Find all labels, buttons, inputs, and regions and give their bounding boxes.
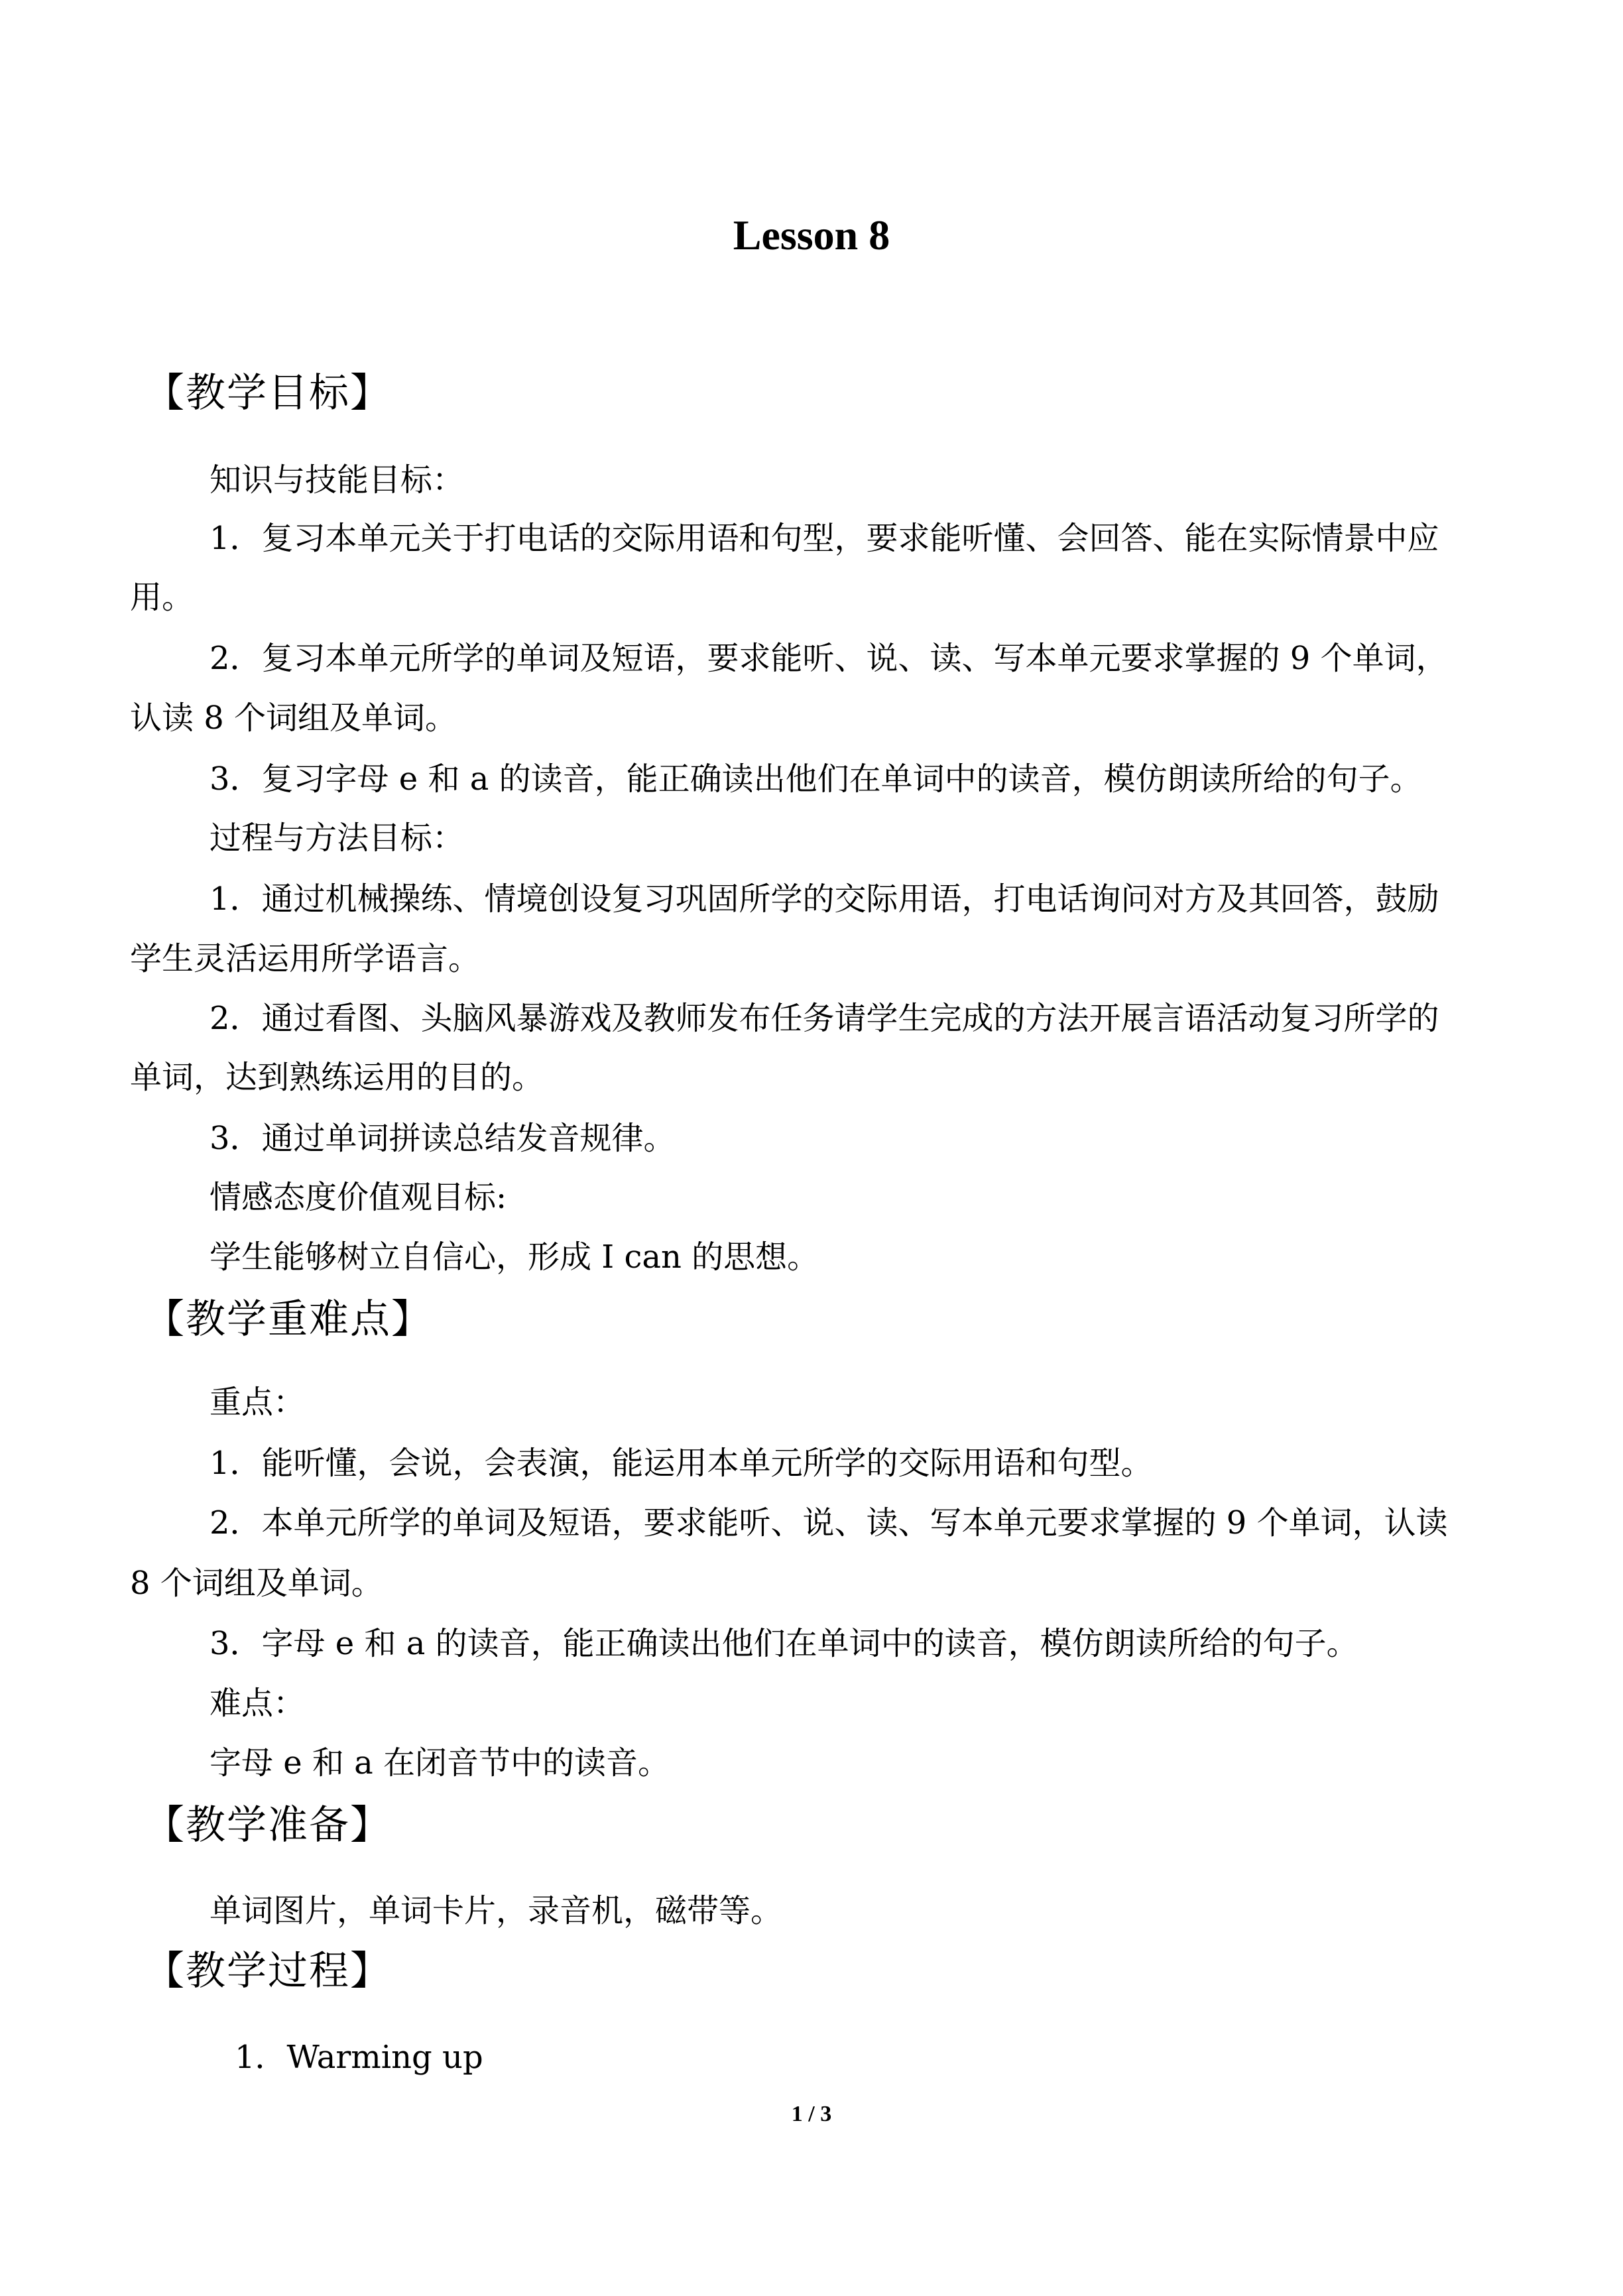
paragraph-line: 1．Warming up <box>235 2039 483 2076</box>
paragraph-line: 1．能听懂，会说，会表演，能运用本单元所学的交际用语和句型。 <box>210 1445 1153 1482</box>
paragraph-line: 单词图片，单词卡片，录音机，磁带等。 <box>210 1892 783 1929</box>
paragraph-line: 认读 8 个词组及单词。 <box>130 699 457 737</box>
paragraph-line: 单词，达到熟练运用的目的。 <box>130 1059 544 1096</box>
page-number: 1 / 3 <box>791 2102 832 2126</box>
paragraph-line: 1．通过机械操练、情境创设复习巩固所学的交际用语，打电话询问对方及其回答，鼓励 <box>210 880 1439 918</box>
paragraph-line: 知识与技能目标： <box>210 461 465 499</box>
paragraph-line: 1．复习本单元关于打电话的交际用语和句型，要求能听懂、会回答、能在实际情景中应 <box>210 520 1439 557</box>
paragraph-line: 3．通过单词拼读总结发音规律。 <box>210 1120 676 1157</box>
paragraph-line: 情感态度价值观目标: <box>210 1179 507 1216</box>
paragraph-line: 学生灵活运用所学语言。 <box>130 940 481 977</box>
paragraph-line: 8 个词组及单词。 <box>130 1565 383 1602</box>
paragraph-line: 重点： <box>210 1384 306 1421</box>
document-title: Lesson 8 <box>733 211 890 259</box>
paragraph-line: 学生能够树立自信心，形成 I can 的思想。 <box>210 1239 819 1276</box>
paragraph-line: 2．本单元所学的单词及短语，要求能听、说、读、写本单元要求掌握的 9 个单词，认读 <box>210 1504 1448 1541</box>
paragraph-line: 3．字母 e 和 a 的读音，能正确读出他们在单词中的读音，模仿朗读所给的句子。 <box>210 1625 1358 1662</box>
paragraph-line: 2．复习本单元所学的单词及短语，要求能听、说、读、写本单元要求掌握的 9 个单词， <box>210 640 1448 677</box>
section-heading-key-points: 【教学重难点】 <box>145 1296 432 1343</box>
section-heading-process: 【教学过程】 <box>145 1948 391 1994</box>
section-heading-preparation: 【教学准备】 <box>145 1802 391 1848</box>
paragraph-line: 3．复习字母 e 和 a 的读音，能正确读出他们在单词中的读音，模仿朗读所给的句子。 <box>210 760 1422 798</box>
paragraph-line: 难点： <box>210 1685 306 1722</box>
section-heading-objectives: 【教学目标】 <box>145 370 391 416</box>
paragraph-line: 2．通过看图、头脑风暴游戏及教师发布任务请学生完成的方法开展言语活动复习所学的 <box>210 1000 1439 1037</box>
paragraph-line: 过程与方法目标： <box>210 819 465 857</box>
paragraph-line: 用。 <box>130 579 194 616</box>
paragraph-line: 字母 e 和 a 在闭音节中的读音。 <box>210 1744 670 1782</box>
